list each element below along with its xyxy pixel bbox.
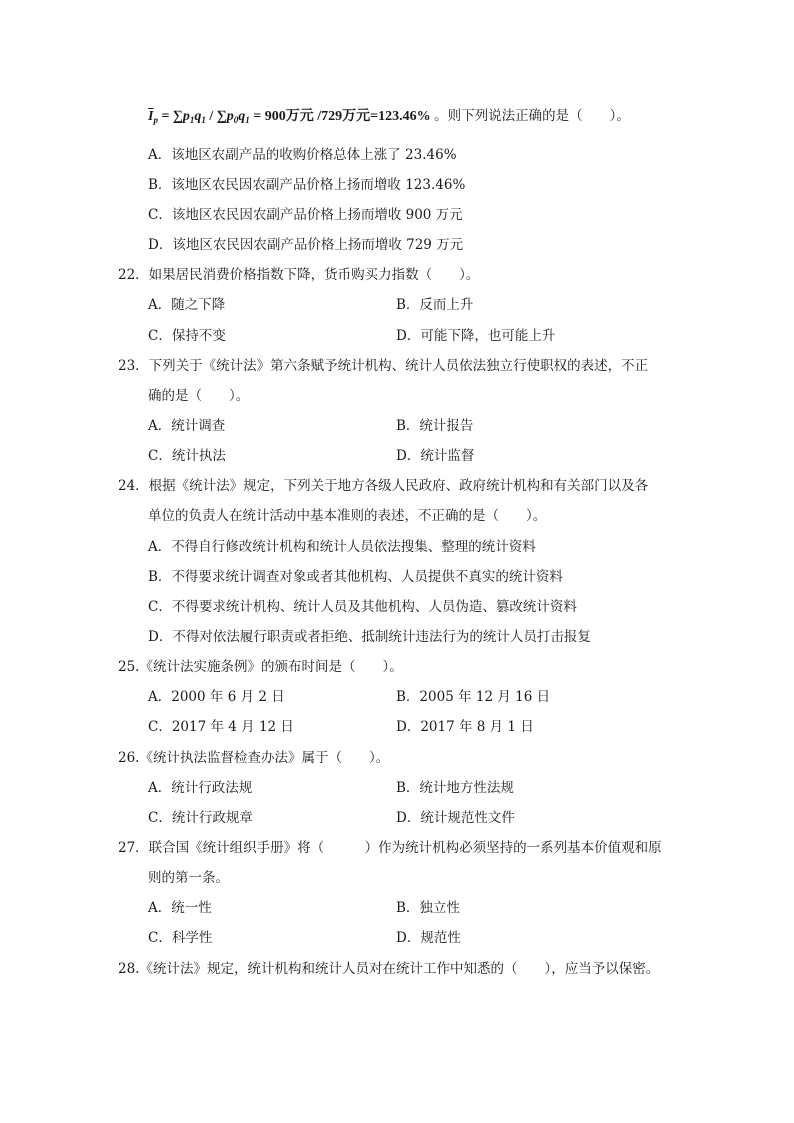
q21-option-c: C．该地区农民因农副产品价格上扬而增收 900 万元 xyxy=(148,207,463,223)
q27-option-a: A．统一性 xyxy=(148,900,212,916)
q24-stem-line2: 单位的负责人在统计活动中基本准则的表述，不正确的是（ ）。 xyxy=(148,508,547,524)
q24-stem-line1: 24．根据《统计法》规定，下列关于地方各级人民政府、政府统计机构和有关部门以及各 xyxy=(118,478,649,494)
q25-stem: 25.《统计法实施条例》的颁布时间是（ ）。 xyxy=(118,659,403,675)
q23-option-a: A．统计调查 xyxy=(148,418,226,434)
q26-option-c: C．统计行政规章 xyxy=(148,810,253,826)
q24-option-d: D．不得对依法履行职责或者拒绝、抵制统计违法行为的统计人员打击报复 xyxy=(148,629,591,645)
q25-option-a: A．2000 年 6 月 2 日 xyxy=(148,689,285,705)
q25-option-b: B．2005 年 12 月 16 日 xyxy=(396,689,551,705)
q23-option-b: B．统计报告 xyxy=(396,418,474,434)
q22-stem: 22．如果居民消费价格指数下降，货币购买力指数（ ）。 xyxy=(118,267,480,283)
q24-option-a: A．不得自行修改统计机构和统计人员依法搜集、整理的统计资料 xyxy=(148,539,536,555)
q23-stem-line2: 确的是（ ）。 xyxy=(148,388,250,404)
q22-option-b: B．反而上升 xyxy=(396,297,474,313)
q23-option-c: C．统计执法 xyxy=(148,448,226,464)
q27-stem-line2: 则的第一条。 xyxy=(148,870,229,886)
q27-option-b: B．独立性 xyxy=(396,900,460,916)
q21-option-d: D．该地区农民因农副产品价格上扬而增收 729 万元 xyxy=(148,237,464,253)
q25-option-c: C．2017 年 4 月 12 日 xyxy=(148,719,294,735)
q21-option-a: A．该地区农副产品的收购价格总体上涨了 23.46% xyxy=(148,147,457,163)
q21-option-b: B．该地区农民因农副产品价格上扬而增收 123.46% xyxy=(148,177,466,193)
formula-question-tail: 。则下列说法正确的是（ ）。 xyxy=(434,108,630,124)
q22-option-c: C．保持不变 xyxy=(148,328,226,344)
price-index-formula: $\overline{I}_p = \sum p_1q_1 / \sum p_0q_1 = 900$万元 /729万元=123.46% xyxy=(148,109,431,125)
q25-option-d: D．2017 年 8 月 1 日 xyxy=(396,719,534,735)
q27-stem-line1: 27．联合国《统计组织手册》将（ ）作为统计机构必须坚持的一系列基本价值观和原 xyxy=(118,840,662,856)
q23-option-d: D．统计监督 xyxy=(396,448,475,464)
q22-option-a: A．随之下降 xyxy=(148,297,226,313)
q27-option-d: D．规范性 xyxy=(396,930,461,946)
formula-line xyxy=(148,107,630,129)
q26-option-a: A．统计行政法规 xyxy=(148,780,253,796)
q26-option-b: B．统计地方性法规 xyxy=(396,780,514,796)
q26-option-d: D．统计规范性文件 xyxy=(396,810,515,826)
q22-option-d: D．可能下降，也可能上升 xyxy=(396,328,556,344)
q27-option-c: C．科学性 xyxy=(148,930,213,946)
q23-stem-line1: 23．下列关于《统计法》第六条赋予统计机构、统计人员依法独立行使职权的表述，不正 xyxy=(118,358,649,374)
q24-option-c: C．不得要求统计机构、统计人员及其他机构、人员伪造、篡改统计资料 xyxy=(148,599,577,615)
q28-stem: 28.《统计法》规定，统计机构和统计人员对在统计工作中知悉的（ ），应当予以保密。 xyxy=(118,961,660,977)
q24-option-b: B．不得要求统计调查对象或者其他机构、人员提供不真实的统计资料 xyxy=(148,569,563,585)
q26-stem: 26.《统计执法监督检查办法》属于（ ）。 xyxy=(118,750,390,766)
